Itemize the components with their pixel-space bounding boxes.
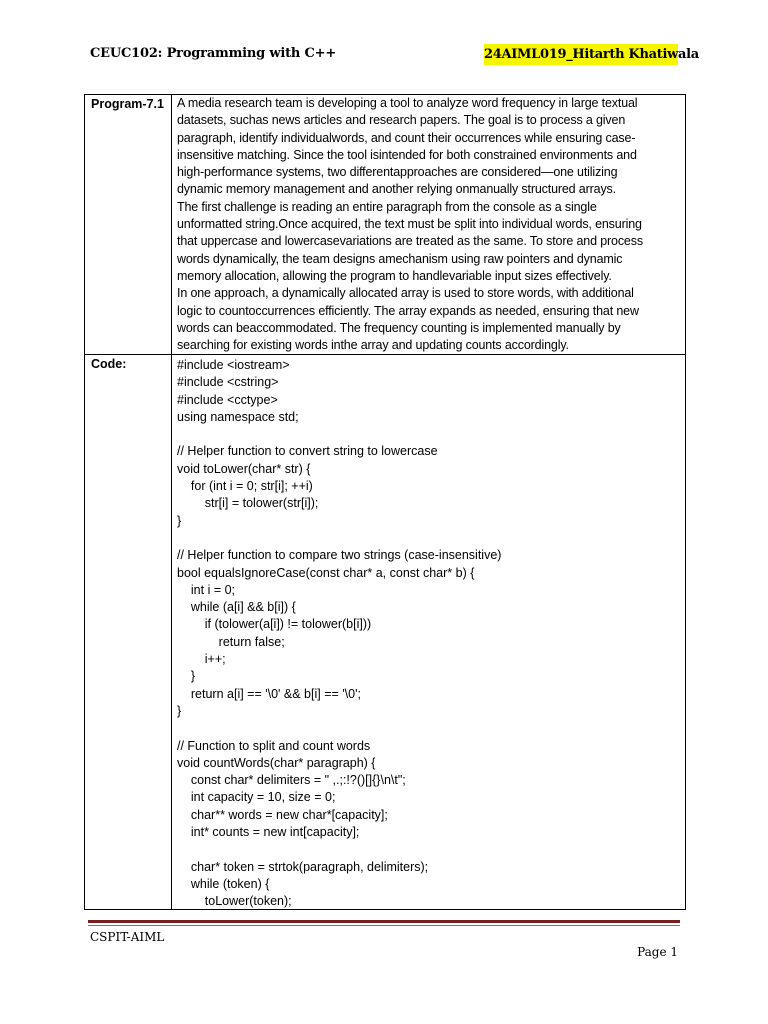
footer-rule-thin [88,925,680,926]
description-line: unformatted string.Once acquired, the text must be split into individual words, ensuring [177,217,642,232]
code-line: char** words = new char*[capacity]; [177,807,388,822]
code-line: str[i] = tolower(str[i]); [177,496,319,511]
footer-rule [88,920,680,923]
description-line: that uppercase and lowercasevariations are treated as the same. To store and process [177,234,643,249]
footer-org: CSPIT-AIML [90,930,165,944]
code-line: // Helper function to convert string to lowercase [177,444,438,459]
code-line: i++; [177,652,226,667]
code-line: #include <cstring> [177,375,279,390]
code-line: int i = 0; [177,582,236,597]
description-line: words can beaccommodated. The frequency counting is implemented manually by [177,320,621,335]
description-line: datasets, suchas news articles and research papers. The goal is to process a given [177,113,626,128]
description-line: searching for existing words inthe array and updating counts accordingly. [177,338,569,353]
description-line: In one approach, a dynamically allocated array is used to store words, with additional [177,286,634,301]
program-table [84,94,686,910]
code-line: } [177,513,182,528]
course-title: CEUC102: Programming with C++ [90,46,337,61]
description-line: dynamic memory management and another relying onmanually structured arrays. [177,182,616,197]
description-line: memory allocation, allowing the program to handlevariable input sizes effectively. [177,268,612,283]
description-line: high-performance systems, two differentapproaches are considered—one utilizing [177,165,618,180]
code-row [85,355,685,909]
program-label: Program-7.1 [91,97,164,111]
code-line: #include <iostream> [177,358,290,372]
program-description [177,95,682,354]
description-line: The first challenge is reading an entire paragraph from the console as a single [177,199,597,214]
code-line: bool equalsIgnoreCase(const char* a, const char* b) { [177,565,475,580]
code-block [177,357,682,911]
description-line: paragraph, identify individualwords, and count their occurrences while ensuring case- [177,130,636,145]
description-line: words dynamically, the team designs amechanism using raw pointers and dynamic [177,251,623,266]
code-line: toLower(token); [177,894,292,909]
description-line: A media research team is developing a tool to analyze word frequency in large textual [177,96,638,110]
code-line: while (a[i] && b[i]) { [177,600,296,615]
code-line: } [177,669,196,684]
code-line [177,530,682,547]
code-line: char* token = strtok(paragraph, delimiters); [177,859,429,874]
page-number: Page 1 [637,945,678,959]
code-label: Code: [91,357,127,371]
code-line: while (token) { [177,876,270,891]
code-line [177,426,682,443]
code-line: using namespace std; [177,409,299,424]
description-line: insensitive matching. Since the tool isintended for both constrained environments and [177,147,637,162]
student-id-name: 24AIML019_Hitarth Khatiwala [484,44,678,65]
code-line: return a[i] == '\0' && b[i] == '\0'; [177,686,361,701]
code-line: void toLower(char* str) { [177,461,311,476]
code-line: // Function to split and count words [177,738,371,753]
code-line [177,841,682,858]
code-line: if (tolower(a[i]) != tolower(b[i])) [177,617,372,632]
code-line: int* counts = new int[capacity]; [177,825,360,840]
code-line: // Helper function to compare two strings (case-insensitive) [177,548,502,563]
code-line: const char* delimiters = " ,.;:!?()[]{}\n\t"; [177,773,406,788]
code-line: for (int i = 0; str[i]; ++i) [177,479,313,494]
code-line: } [177,703,182,718]
code-line [177,720,682,737]
code-line: void countWords(char* paragraph) { [177,755,376,770]
code-line: #include <cctype> [177,392,278,407]
code-line: int capacity = 10, size = 0; [177,790,336,805]
program-row [85,95,685,355]
description-line: logic to countoccurrences efficiently. The array expands as needed, ensuring that new [177,303,639,318]
code-line: return false; [177,634,285,649]
